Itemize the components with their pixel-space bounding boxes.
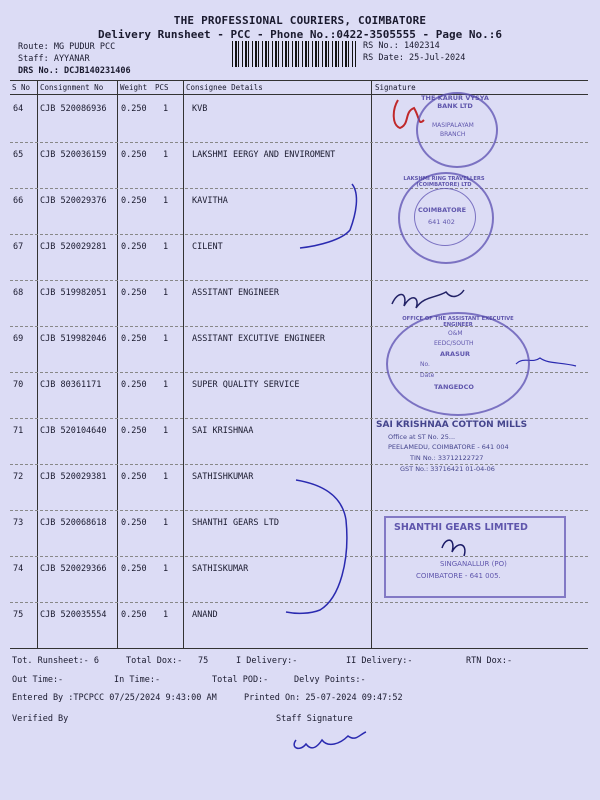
row-sno: 67 xyxy=(13,242,24,252)
row-consignee: CILENT xyxy=(192,242,223,252)
row-consignee: ASSITANT ENGINEER xyxy=(192,288,279,298)
kvb-stamp-branch-label: BRANCH xyxy=(440,131,466,138)
row-consignee: SAI KRISHNAA xyxy=(192,426,254,436)
row-consignment: CJB 520086936 xyxy=(40,104,107,114)
row-pcs: 1 xyxy=(163,196,169,206)
row-consignee: ANAND xyxy=(192,610,218,620)
staff-handwritten-signature xyxy=(294,732,366,748)
row-pcs: 1 xyxy=(163,334,169,344)
row-sno: 64 xyxy=(13,104,24,114)
shanthi-stamp-line: SINGANALLUR (PO) xyxy=(440,560,507,568)
row-sno: 71 xyxy=(13,426,24,436)
check-mark-65-67 xyxy=(300,184,356,248)
tangedco-stamp-ring-text: OFFICE OF THE ASSISTANT EXECUTIVE ENGINEER xyxy=(402,316,514,328)
row-pcs: 1 xyxy=(163,426,169,436)
row-consignment: CJB 520029281 xyxy=(40,242,107,252)
row-weight: 0.250 xyxy=(121,518,147,528)
staff: Staff: AYYANAR xyxy=(18,54,90,64)
row-weight: 0.250 xyxy=(121,380,147,390)
row-consignee: SHANTHI GEARS LTD xyxy=(192,518,279,528)
row-weight: 0.250 xyxy=(121,196,147,206)
row-pcs: 1 xyxy=(163,242,169,252)
check-mark-72-75 xyxy=(286,480,347,613)
row-pcs: 1 xyxy=(163,472,169,482)
row-weight: 0.250 xyxy=(121,426,147,436)
shanthi-stamp-line: COIMBATORE - 641 005. xyxy=(416,572,501,580)
row-pcs: 1 xyxy=(163,288,169,298)
row-consignment: CJB 520029376 xyxy=(40,196,107,206)
rs-date: RS Date: 25-Jul-2024 xyxy=(363,53,466,63)
row-consignee: ASSITANT EXCUTIVE ENGINEER xyxy=(192,334,326,344)
col-header-consignment: Consignment No xyxy=(40,83,104,92)
row-consignee: SATHISKUMAR xyxy=(192,564,249,574)
row-sno: 66 xyxy=(13,196,24,206)
row-pcs: 1 xyxy=(163,610,169,620)
row-pcs: 1 xyxy=(163,564,169,574)
row-sno: 73 xyxy=(13,518,24,528)
i-delivery: I Delivery:- xyxy=(236,656,298,666)
row-pcs: 1 xyxy=(163,150,169,160)
row-consignment: CJB 520029366 xyxy=(40,564,107,574)
out-time: Out Time:- xyxy=(12,675,64,685)
row-consignment: CJB 520068618 xyxy=(40,518,107,528)
row-weight: 0.250 xyxy=(121,334,147,344)
row-consignee: KAVITHA xyxy=(192,196,228,206)
tangedco-stamp-line: O&M xyxy=(448,330,463,337)
delvy-points: Delvy Points:- xyxy=(294,675,366,685)
verified-by: Verified By xyxy=(12,714,69,724)
row-consignment: CJB 80361171 xyxy=(40,380,102,390)
total-dox-value: 75 xyxy=(198,656,209,666)
row-consignee: KVB xyxy=(192,104,208,114)
row-weight: 0.250 xyxy=(121,610,147,620)
row-pcs: 1 xyxy=(163,518,169,528)
row-consignee: SATHISHKUMAR xyxy=(192,472,254,482)
kvb-stamp-name: THE KARUR VYSYA BANK LTD xyxy=(421,94,489,110)
total-runsheet: Tot. Runsheet:- 6 xyxy=(12,656,99,666)
rs-number: RS No.: 1402314 xyxy=(363,41,440,51)
row-sno: 69 xyxy=(13,334,24,344)
staff-signature-label: Staff Signature xyxy=(276,714,353,724)
row-sno: 65 xyxy=(13,150,24,160)
drs-number: DRS No.: DCJB140231406 xyxy=(18,66,131,76)
row-consignment: CJB 520104640 xyxy=(40,426,107,436)
row-weight: 0.250 xyxy=(121,564,147,574)
total-dox-label: Total Dox:- xyxy=(126,656,183,666)
row-sno: 72 xyxy=(13,472,24,482)
col-header-pcs: PCS xyxy=(155,83,169,92)
sai-stamp-line: TIN No.: 33712122727 xyxy=(410,454,484,462)
kvb-stamp-branch: MASIPALAYAM xyxy=(432,122,474,129)
row-sno: 74 xyxy=(13,564,24,574)
row-consignment: CJB 520035554 xyxy=(40,610,107,620)
lakshmi-stamp-pin: 641 402 xyxy=(428,218,455,226)
lakshmi-stamp-city: COIMBATORE xyxy=(418,206,467,214)
total-pod: Total POD:- xyxy=(212,675,269,685)
sai-stamp-line: Office at ST No. 25... xyxy=(388,433,456,441)
lakshmi-inner-ring xyxy=(414,188,476,246)
route: Route: MG PUDUR PCC xyxy=(18,42,116,52)
row-weight: 0.250 xyxy=(121,288,147,298)
col-header-weight: Weight xyxy=(120,83,148,92)
row-consignment: CJB 520036159 xyxy=(40,150,107,160)
row-consignment: CJB 520029381 xyxy=(40,472,107,482)
row-consignment: CJB 519982046 xyxy=(40,334,107,344)
sai-stamp-line: GST No.: 33716421 01-04-06 xyxy=(400,465,495,473)
printed-on: Printed On: 25-07-2024 09:47:52 xyxy=(244,693,403,703)
row-weight: 0.250 xyxy=(121,104,147,114)
sai-stamp-line: SAI KRISHNAA COTTON MILLS xyxy=(376,420,528,430)
ii-delivery: II Delivery:- xyxy=(346,656,413,666)
signature-assistant xyxy=(392,290,464,308)
row-weight: 0.250 xyxy=(121,242,147,252)
tangedco-stamp-line: EEDC/SOUTH xyxy=(434,340,474,347)
in-time: In Time:- xyxy=(114,675,161,685)
entered-by: Entered By :TPCPCC 07/25/2024 9:43:00 AM xyxy=(12,693,217,703)
row-consignee: SUPER QUALITY SERVICE xyxy=(192,380,300,390)
col-header-consignee: Consignee Details xyxy=(186,83,263,92)
runsheet-subtitle: Delivery Runsheet - PCC - Phone No.:0422-3505555 - Page No.:6 xyxy=(98,28,502,41)
row-sno: 68 xyxy=(13,288,24,298)
lakshmi-stamp-ring-text: LAKSHMI RING TRAVELLERS (COIMBATORE) LTD xyxy=(403,176,485,188)
tangedco-stamp-line: No. xyxy=(420,361,430,368)
col-header-signature: Signature xyxy=(375,83,416,92)
rtn-dox: RTN Dox:- xyxy=(466,656,513,666)
row-weight: 0.250 xyxy=(121,472,147,482)
col-header-sno: S No xyxy=(12,83,31,92)
tangedco-stamp-line: TANGEDCO xyxy=(434,383,474,391)
tangedco-stamp-line: Date xyxy=(420,372,435,379)
row-consignee: LAKSHMI EERGY AND ENVIROMENT xyxy=(192,150,336,160)
company-title: THE PROFESSIONAL COURIERS, COIMBATORE xyxy=(173,14,427,27)
row-pcs: 1 xyxy=(163,380,169,390)
row-pcs: 1 xyxy=(163,104,169,114)
sai-stamp-line: PEELAMEDU, COIMBATORE - 641 004 xyxy=(388,443,509,451)
row-weight: 0.250 xyxy=(121,150,147,160)
shanthi-stamp-line: SHANTHI GEARS LIMITED xyxy=(394,522,528,533)
row-sno: 70 xyxy=(13,380,24,390)
row-sno: 75 xyxy=(13,610,24,620)
tangedco-stamp-line: ARASUR xyxy=(440,350,471,358)
row-consignment: CJB 519982051 xyxy=(40,288,107,298)
